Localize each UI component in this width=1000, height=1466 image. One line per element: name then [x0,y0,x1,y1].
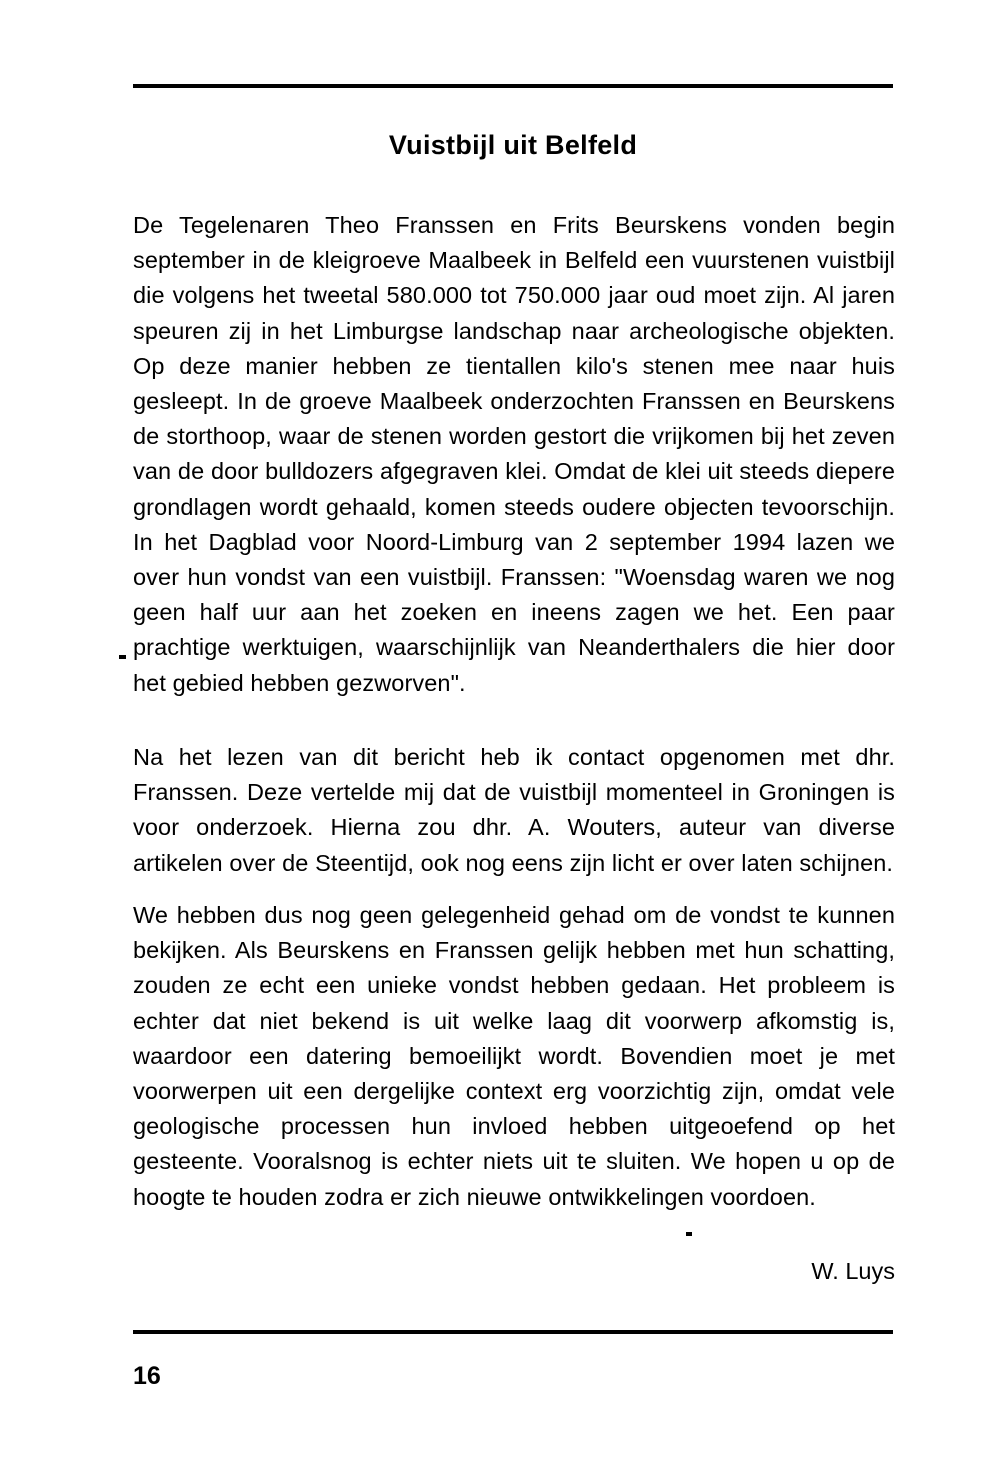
scan-artifact-left [119,655,126,659]
article-paragraph-3: We hebben dus nog geen gelegenheid gehad om de vondst te kunnen bekijken. Als Beurskens en Franssen gelijk hebben met hun schatting, zouden ze echt een unieke vondst hebben gedaan. Het probleem is echter dat niet bekend is uit welke laag dit voorwerp afkomstig is, waardoor een datering bemoeilijkt wordt. Bovendien moet je met voorwerpen uit een dergelijke context erg voorzichtig zijn, omdat vele geologische processen hun invloed hebben uitgeoefend op het gesteente. Vooralsnog is echter niets uit te sluiten. We hopen u op de hoogte te houden zodra er zich nieuwe ontwikkelingen voordoen. [133,902,895,1210]
scan-artifact-bottom [686,1232,692,1236]
page-number: 16 [133,1362,161,1390]
article-paragraph-2: Na het lezen van dit bericht heb ik contact opgenomen met dhr. Franssen. Deze vertelde mij dat de vuistbijl momenteel in Groningen is voor onderzoek. Hierna zou dhr. A. Wouters, auteur van diverse artikelen over de Steentijd, ook nog eens zijn licht er over laten schijnen. [133,744,895,876]
header-divider [133,84,893,88]
footer-divider [133,1330,893,1334]
author-signature: W. Luys [811,1258,895,1284]
page-title: Vuistbijl uit Belfeld [388,130,638,161]
article-paragraph-1: De Tegelenaren Theo Franssen en Frits Beurskens vonden begin september in de kleigroeve Maalbeek in Belfeld een vuurstenen vuistbijl die volgens het tweetal 580.000 tot 750.000 jaar oud moet zijn. Al jaren speuren zij in het Limburgse landschap naar archeologische objekten. Op deze manier hebben ze tientallen kilo's stenen mee naar huis gesleept. In de groeve Maalbeek onderzochten Franssen en Beurskens de storthoop, waar de stenen worden gestort die vrijkomen bij het zeven van de door bulldozers afgegraven klei. Omdat de klei uit steeds diepere grondlagen wordt gehaald, komen steeds oudere objecten tevoorschijn. In het Dagblad voor Noord-Limburg van 2 september 1994 lazen we over hun vondst van een vuistbijl. Franssen: "Woensdag waren we nog geen half uur aan het zoeken en ineens zagen we het. Een paar prachtige werktuigen, waarschijnlijk van Neanderthalers die hier door het gebied hebben gezworven". [133,212,895,696]
